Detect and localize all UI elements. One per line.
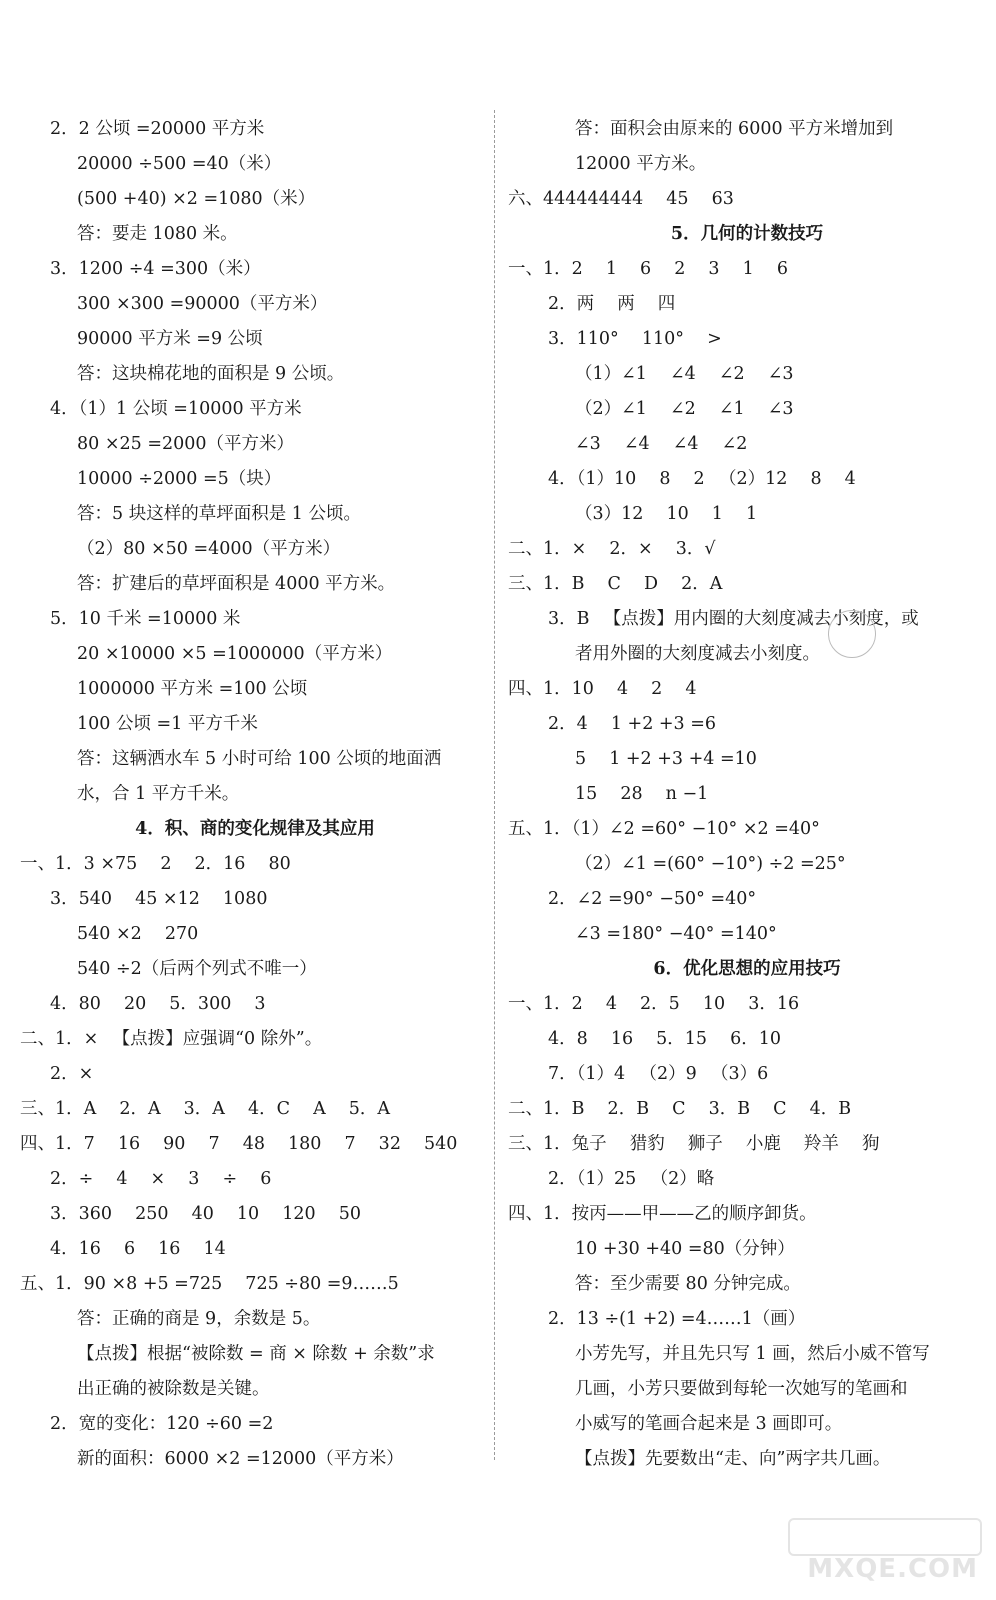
answer-line: 小芳先写，并且先只写 1 画，然后小威不管写 — [575, 1344, 930, 1364]
answer-line: 新的面积：6000 ×2 =12000（平方米） — [77, 1449, 404, 1469]
answer-line: 7．（1）4 （2）9 （3）6 — [548, 1064, 769, 1084]
answer-line: 小威写的笔画合起来是 3 画即可。 — [575, 1414, 843, 1434]
answer-line: 3．110° 110° > — [548, 329, 722, 349]
answer-line: （2）∠1 =(60° −10°) ÷2 =25° — [575, 854, 846, 874]
column-divider — [494, 110, 495, 1460]
answer-line: 4．8 16 5．15 6．10 — [548, 1029, 782, 1049]
answer-line: 四、1．10 4 2 4 — [508, 679, 697, 699]
answer-line: 答：正确的商是 9，余数是 5。 — [77, 1309, 321, 1329]
answer-line: 5 1 +2 +3 +4 =10 — [575, 749, 757, 769]
answer-line: 三、1．兔子 猎豹 狮子 小鹿 羚羊 狗 — [508, 1134, 880, 1154]
answer-line: 540 ×2 270 — [77, 924, 199, 944]
answer-line: 100 公顷 =1 平方千米 — [77, 714, 258, 734]
answer-line: 10000 ÷2000 =5（块） — [77, 469, 282, 489]
answer-line: 二、1．× 【点拨】应强调“0 除外”。 — [20, 1029, 323, 1049]
answer-line: 者用外圈的大刻度减去小刻度。 — [575, 644, 820, 664]
answer-line: 540 ÷2（后两个列式不唯一） — [77, 959, 317, 979]
answer-line: （1）∠1 ∠4 ∠2 ∠3 — [575, 364, 794, 384]
answer-line: 80 ×25 =2000（平方米） — [77, 434, 295, 454]
watermark — [788, 1518, 978, 1582]
answer-line: 六、444444444 45 63 — [508, 189, 734, 209]
answer-line: ∠3 ∠4 ∠4 ∠2 — [575, 434, 748, 454]
answer-line: 三、1．A 2．A 3．A 4．C A 5．A — [20, 1099, 391, 1119]
answer-line: 90000 平方米 =9 公顷 — [77, 329, 263, 349]
answer-line: （2）∠1 ∠2 ∠1 ∠3 — [575, 399, 794, 419]
answer-line: 5．10 千米 =10000 米 — [50, 609, 241, 629]
answer-line: 15 28 n −1 — [575, 784, 709, 804]
answer-line: 2．÷ 4 × 3 ÷ 6 — [50, 1169, 272, 1189]
section-heading: 5．几何的计数技巧 — [670, 224, 824, 244]
answer-line: 答：面积会由原来的 6000 平方米增加到 — [575, 119, 894, 139]
answer-line: 水，合 1 平方千米。 — [77, 784, 240, 804]
answer-line: 二、1．B 2．B C 3．B C 4．B — [508, 1099, 852, 1119]
left-column — [20, 112, 490, 1477]
answer-line: 20000 ÷500 =40（米） — [77, 154, 282, 174]
answer-line: 答：5 块这样的草坪面积是 1 公顷。 — [77, 504, 361, 524]
answer-line: 2．2 公顷 =20000 平方米 — [50, 119, 265, 139]
answer-line: (500 +40) ×2 =1080（米） — [77, 189, 316, 209]
answer-line: 出正确的被除数是关键。 — [77, 1379, 270, 1399]
answer-line: 2．（1）25 （2）略 — [548, 1169, 715, 1189]
answer-line: ∠3 =180° −40° =140° — [575, 924, 777, 944]
answer-line: 【点拨】根据“被除数 = 商 × 除数 + 余数”求 — [77, 1344, 435, 1364]
answer-line: 2．∠2 =90° −50° =40° — [548, 889, 757, 909]
section-heading: 4．积、商的变化规律及其应用 — [135, 819, 375, 839]
answer-line: 2．两 两 四 — [548, 294, 676, 314]
answer-line: 4．16 6 16 14 — [50, 1239, 226, 1259]
answer-line: 3．540 45 ×12 1080 — [50, 889, 268, 909]
section-heading: 6．优化思想的应用技巧 — [653, 959, 841, 979]
answer-line: 答：至少需要 80 分钟完成。 — [575, 1274, 801, 1294]
answer-line: 2．× — [50, 1064, 94, 1084]
answer-line: 300 ×300 =90000（平方米） — [77, 294, 328, 314]
answer-line: 【点拨】先要数出“走、向”两字共几画。 — [575, 1449, 891, 1469]
answer-line: 一、1．2 4 2．5 10 3．16 — [508, 994, 800, 1014]
answer-line: （3）12 10 1 1 — [575, 504, 758, 524]
right-column — [508, 112, 986, 1477]
answer-line: 4．（1）1 公顷 =10000 平方米 — [50, 399, 302, 419]
answer-line: 3．360 250 40 10 120 50 — [50, 1204, 361, 1224]
answer-line: 一、1．2 1 6 2 3 1 6 — [508, 259, 788, 279]
watermark-url: MXQE.COM — [807, 1554, 978, 1584]
answer-line: 答：这辆洒水车 5 小时可给 100 公顷的地面洒 — [77, 749, 442, 769]
watermark-logo — [788, 1518, 982, 1556]
answer-line: 五、1．（1）∠2 =60° −10° ×2 =40° — [508, 819, 820, 839]
answer-line: 2．宽的变化：120 ÷60 =2 — [50, 1414, 274, 1434]
answer-line: 一、1．3 ×75 2 2．16 80 — [20, 854, 291, 874]
answer-line: 四、1．7 16 90 7 48 180 7 32 540 — [20, 1134, 458, 1154]
answer-line: 二、1．× 2．× 3．√ — [508, 539, 716, 559]
answer-line: 2．13 ÷(1 +2) =4……1（画） — [548, 1309, 806, 1329]
answer-line: 4．（1）10 8 2 （2）12 8 4 — [548, 469, 856, 489]
answer-line: 四、1．按丙——甲——乙的顺序卸货。 — [508, 1204, 817, 1224]
answer-line: 3．1200 ÷4 =300（米） — [50, 259, 261, 279]
answer-line: 答：这块棉花地的面积是 9 公顷。 — [77, 364, 345, 384]
answer-line: 12000 平方米。 — [575, 154, 707, 174]
answer-line: 五、1．90 ×8 +5 =725 725 ÷80 =9……5 — [20, 1274, 399, 1294]
answer-line: 三、1．B C D 2．A — [508, 574, 723, 594]
answer-line: 20 ×10000 ×5 =1000000（平方米） — [77, 644, 393, 664]
answer-line: 10 +30 +40 =80（分钟） — [575, 1239, 795, 1259]
answer-line: 2．4 1 +2 +3 =6 — [548, 714, 717, 734]
stamp-mark — [828, 610, 876, 658]
answer-line: （2）80 ×50 =4000（平方米） — [77, 539, 341, 559]
answer-line: 1000000 平方米 =100 公顷 — [77, 679, 308, 699]
answer-line: 3．B 【点拨】用内圈的大刻度减去小刻度，或 — [548, 609, 919, 629]
answer-line: 几画，小芳只要做到每轮一次她写的笔画和 — [575, 1379, 908, 1399]
answer-line: 答：要走 1080 米。 — [77, 224, 238, 244]
answer-line: 4．80 20 5．300 3 — [50, 994, 266, 1014]
answer-line: 答：扩建后的草坪面积是 4000 平方米。 — [77, 574, 396, 594]
